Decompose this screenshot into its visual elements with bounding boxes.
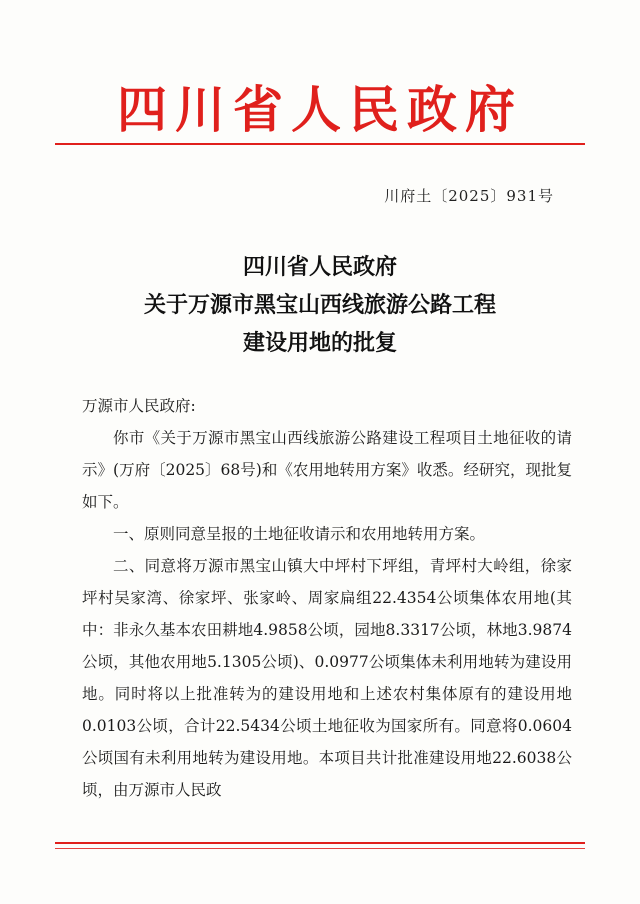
document-number: 川府土〔2025〕931号 [384,187,554,205]
footer-red-rule [55,842,585,844]
title-line-1: 四川省人民政府 [242,254,397,280]
document-body [82,390,572,806]
document-title [0,248,640,362]
paragraph-3: 二、同意将万源市黑宝山镇大中坪村下坪组，青坪村大岭组，徐家坪村吴家湾、徐家坪、张家岭、周家扁组22.4354公顷集体农用地(其中：非永久基本农田耕地4.9858公顷，园地8.3317公顷，林地3.9874公顷，其他农用地5.1305公顷)、0.0977公顷集体未利用地转为建设用地。同时将以上批准转为的建设用地和上述农村集体原有的建设用地0.0103公顷，合计22.5434公顷土地征收为国家所有。同意将0.0604公顷国有未利用地转为建设用地。本项目共计批准建设用地22.6038公顷，由万源市人民政 [82,557,572,799]
title-line-2: 关于万源市黑宝山西线旅游公路工程 [143,292,496,318]
issuer-header: 四川省人民政府 [117,80,523,139]
paragraph-1: 你市《关于万源市黑宝山西线旅游公路建设工程项目土地征收的请示》(万府〔2025〕68号)和《农用地转用方案》收悉。经研究，现批复如下。 [82,429,572,511]
title-line-3: 建设用地的批复 [242,330,397,356]
footer-red-rule-thin [55,848,585,849]
addressee: 万源市人民政府: [82,397,196,415]
header-red-rule [55,143,585,145]
paragraph-2: 一、原则同意呈报的土地征收请示和农用地转用方案。 [113,525,486,543]
